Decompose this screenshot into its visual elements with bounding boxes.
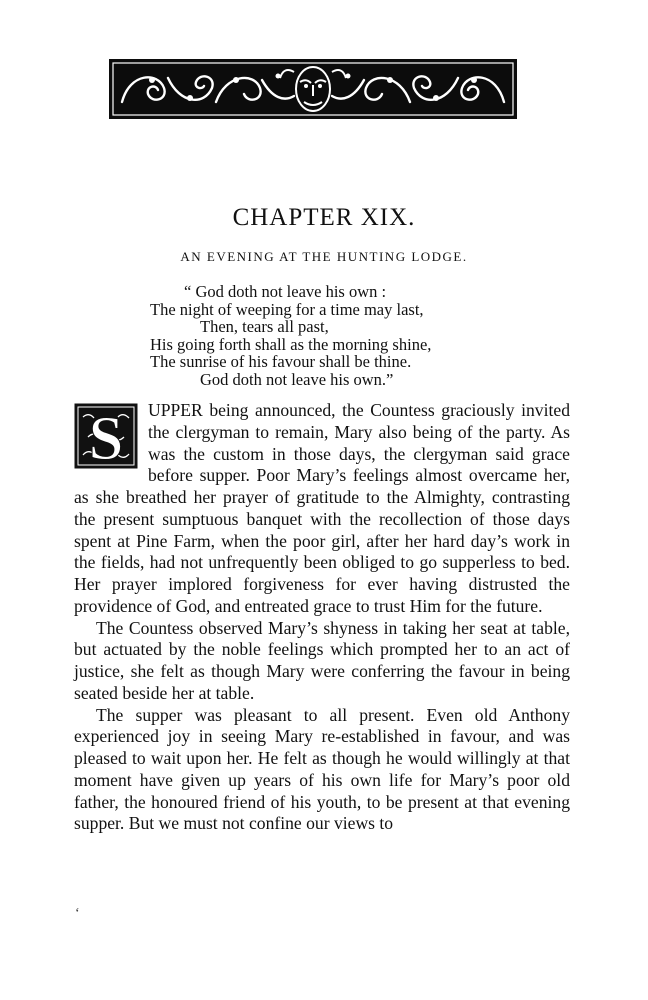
paragraph xyxy=(74,400,570,618)
paragraph xyxy=(74,705,570,836)
epigraph-line: God doth not leave his own.” xyxy=(200,369,394,389)
epigraph xyxy=(150,283,530,389)
paragraph-text: The Countess observed Mary’s shyness in taking her seat at table, but actuated by the noble feelings which prompted her to an act of justice, she felt as though Mary were conferring the favour in being seated beside her at table. xyxy=(74,617,570,703)
drop-cap-s xyxy=(74,403,138,469)
epigraph-line: The night of weeping for a time may last, xyxy=(150,299,424,319)
decorative-header-ornament xyxy=(108,58,518,120)
epigraph-line: The sunrise of his favour shall be thine. xyxy=(150,352,412,372)
chapter-body xyxy=(74,400,570,835)
epigraph-line: Then, tears all past, xyxy=(200,317,329,337)
chapter-title: CHAPTER XIX. xyxy=(232,204,416,231)
drop-cap-letter: S xyxy=(88,405,124,469)
epigraph-line: “ God doth not leave his own : xyxy=(184,282,387,301)
paragraph xyxy=(74,618,570,705)
page-mark: ‘ xyxy=(75,906,80,921)
paragraph-text: UPPER being announced, the Countess graciously invited the clergyman to remain, Mary also being of the party. As was the custom in those days, the clergyman said grace before supper. Poor Mary’s feelings almost overcame her, as she breathed her prayer of gratitude to the Almighty, contrasting the present sumptuous banquet with the recollection of those days spent at Pine Farm, when the poor girl, after her hard day’s work in the fields, had not unfrequently been obliged to go supperless to bed. Her prayer implored forgiveness for ever having distrusted the providence of God, and entreated grace to trust Him for the future. xyxy=(74,400,570,616)
paragraph-text: The supper was pleasant to all present. Even old Anthony experienced joy in seeing Mary re-established in favour, and was pleased to wait upon her. He felt as though he would willingly at that moment have given up years of his own life for Mary’s poor old father, the honoured friend of his youth, to be present at that evening supper. But we must not confine our views to xyxy=(74,704,570,834)
chapter-subtitle: AN EVENING AT THE HUNTING LODGE. xyxy=(180,249,468,264)
epigraph-line: His going forth shall as the morning shine, xyxy=(150,334,432,354)
